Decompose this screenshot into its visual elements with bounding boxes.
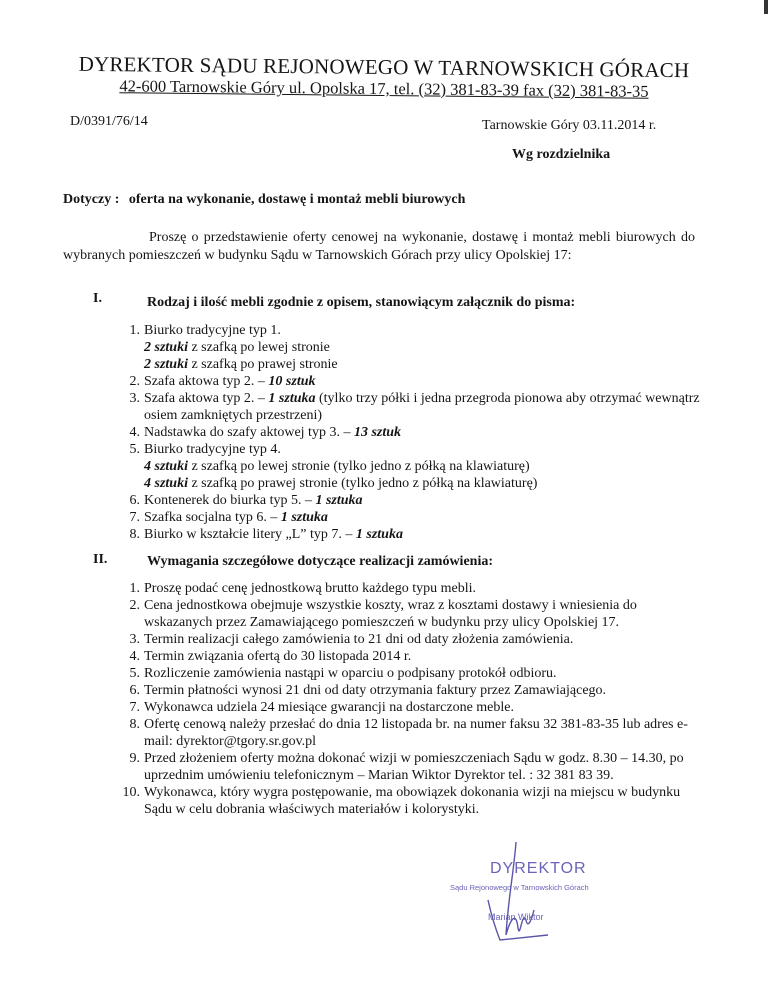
list-item: 9. Przed złożeniem oferty można dokonać wizji w pomieszczeniach Sądu w godz. 8.30 – 14.30, po uprzednim umówieniu telefonicznym – Marian Wiktor Dyrektor tel. : 32 381 83 39. [129,751,684,783]
letterhead-address: 42-600 Tarnowskie Góry ul. Opolska 17, tel. (32) 381-83-39 fax (32) 381-83-35 [119,76,649,101]
section-1-list [122,322,702,543]
list-item: 10. Wykonawca, który wygra postępowanie, ma obowiązek dokonania wizji na miejscu w budynku Sądu w celu dobrania właściwych materiałów i kolorystyki. [122,785,681,817]
section-2-list [118,580,698,818]
list-item: 3. Termin realizacji całego zamówienia to 21 dni od daty złożenia zamówienia. [129,632,574,647]
list-item: 3. Szafa aktowa typ 2. – 1 sztuka (tylko trzy półki i jedna przegroda pionowa aby otrzymać wewnątrz osiem zamkniętych przestrzeni) [129,391,700,423]
section-1-title: Rodzaj i ilość mebli zgodnie z opisem, stanowiącym załącznik do pisma: [147,295,576,310]
list-item: 8. Biurko w kształcie litery „L” typ 7. – 1 sztuka [129,527,403,542]
stamp-name-line: Marian Wiktor [488,912,544,922]
list-item: 8. Ofertę cenową należy przesłać do dnia 12 listopada br. na numer faksu 32 381-83-35 lub adres e-mail: dyrektor@tgory.sr.gov.pl [129,717,688,749]
distribution-note: Wg rozdzielnika [512,147,611,162]
list-item: 6. Termin płatności wynosi 21 dni od daty otrzymania faktury przez Zamawiającego. [129,683,607,698]
section-1-number: I. [93,291,102,306]
stamp-court-line: Sądu Rejonowego w Tarnowskich Górach [450,883,589,892]
list-item: 7. Szafka socjalna typ 6. – 1 sztuka [129,510,328,525]
list-item: 4 sztuki z szafką po lewej stronie (tylko jedno z półką na klawiaturę) [144,459,530,474]
list-item: 4 sztuki z szafką po prawej stronie (tylko jedno z półką na klawiaturę) [144,476,538,491]
list-item: 7. Wykonawca udziela 24 miesiące gwarancji na dostarczone meble. [129,700,514,715]
subject-text: oferta na wykonanie, dostawę i montaż mebli biurowych [128,192,466,207]
scan-edge-mark [764,0,768,14]
intro-paragraph: Proszę o przedstawienie oferty cenowej na wykonanie, dostawę i montaż mebli biurowych do wybranych pomieszczeń w budynku Sądu w Tarnowskich Górach przy ulicy Opolskiej 17: [63,230,695,263]
list-item: 2. Cena jednostkowa obejmuje wszystkie koszty, wraz z kosztami dostawy i wniesienia do wskazanych przez Zamawiającego pomieszczeń w budynku przy ulicy Opolskiej 17. [129,598,637,630]
list-item: 4. Nadstawka do szafy aktowej typ 3. – 13 sztuk [129,425,402,440]
document-date: Tarnowskie Góry 03.11.2014 r. [482,118,657,133]
list-item: 5. Biurko tradycyjne typ 4. [129,442,281,457]
list-item: 2 sztuki z szafką po prawej stronie [144,357,338,372]
list-item: 6. Kontenerek do biurka typ 5. – 1 sztuka [129,493,363,508]
list-item: 2. Szafa aktowa typ 2. – 10 sztuk [129,374,316,389]
list-item: 2 sztuki z szafką po lewej stronie [144,340,330,355]
director-stamp [448,840,648,960]
section-2-title: Wymagania szczegółowe dotyczące realizacji zamówienia: [147,554,494,569]
letterhead-title: DYREKTOR SĄDU REJONOWEGO W TARNOWSKICH GÓRACH [78,51,690,83]
section-2-number: II. [93,552,108,567]
list-item: 1. Biurko tradycyjne typ 1. [129,323,281,338]
stamp-title: DYREKTOR [490,860,587,877]
subject-label: Dotyczy : [63,192,120,207]
reference-number: D/0391/76/14 [70,114,148,129]
list-item: 1. Proszę podać cenę jednostkową brutto każdego typu mebli. [129,581,477,596]
list-item: 4. Termin związania ofertą do 30 listopada 2014 r. [129,649,412,664]
list-item: 5. Rozliczenie zamówienia nastąpi w oparciu o podpisany protokół odbioru. [129,666,557,681]
subject-line [63,192,465,208]
